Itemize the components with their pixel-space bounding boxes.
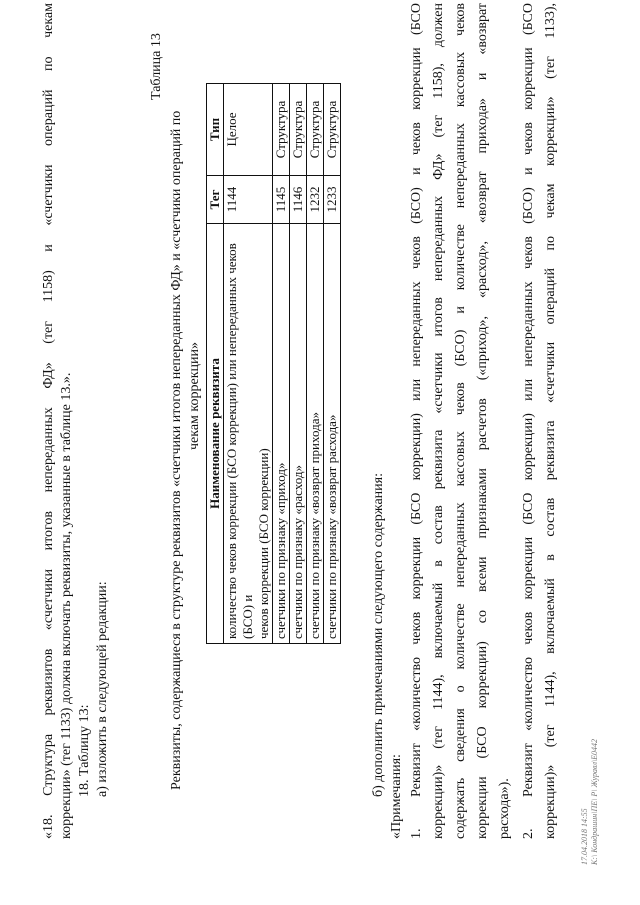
header-tag: Тег (207, 176, 224, 224)
note-2-line-1: Реквизит «количество чеков коррекции (БСО коррекции) или непереданных чеков (БСО) и чеков коррекции (БСО (521, 3, 536, 797)
file-stamp-line-1: 17.04.2018 14:55 (580, 808, 589, 865)
note-1-line-1: Реквизит «количество чеков коррекции (БСО коррекции) или непереданных чеков (БСО) и чеков коррекции (БСО (409, 3, 424, 797)
row-name: счетчики по признаку «расход» (290, 224, 307, 644)
row-name: счетчики по признаку «приход» (273, 224, 290, 644)
row-tag: 1233 (324, 176, 341, 224)
paragraph-18-line-2: коррекции» (тег 1133) должна включать реквизиты, указанные в таблице 13.». (59, 372, 74, 839)
note-1-line-4: коррекции (БСО коррекции) со всеми признаками расчетов («приход», «расход», «возврат прихода» и «возврат (475, 3, 490, 839)
row-name-line: чеков коррекции (БСО коррекции) (256, 448, 271, 639)
row-name: счетчики по признаку «возврат прихода» (307, 224, 324, 644)
notes-heading: «Примечания: (389, 754, 404, 839)
table-caption-label: Таблица 13 (149, 33, 164, 100)
row-type: Структура (324, 84, 341, 176)
row-name-line: количество чеков коррекции (БСО коррекции) или непереданных чеков (БСО) и (224, 243, 255, 639)
header-name: Наименование реквизита (207, 224, 224, 644)
requisites-table (206, 83, 341, 644)
note-1-line-3: содержать сведения о количестве непереданных кассовых чеков (БСО) и количестве непереданных кассовых чеков (453, 3, 468, 839)
item-18-a: а) изложить в следующей редакции: (95, 581, 110, 797)
row-type: Структура (290, 84, 307, 176)
note-2-line-2: коррекции)» (тег 1144), включаемый в состав реквизита «счетчики операций по чекам коррекции» (тег 1133), (543, 3, 558, 839)
item-18-b: б) дополнить примечаниями следующего содержания: (371, 473, 386, 797)
row-tag: 1145 (273, 176, 290, 224)
row-tag: 1232 (307, 176, 324, 224)
row-type: Структура (307, 84, 324, 176)
note-1-line-2: коррекции)» (тег 1144), включаемый в состав реквизита «счетчики итогов непереданных ФД» (тег 1158), должен (431, 3, 446, 839)
row-name: счетчики по признаку «возврат расхода» (324, 224, 341, 644)
header-type: Тип (207, 84, 224, 176)
row-tag: 1146 (290, 176, 307, 224)
paragraph-18-line-1: «18. Структура реквизитов «счетчики итогов непереданных ФД» (тег 1158) и «счетчики операций по чекам (41, 3, 56, 839)
table-row (290, 84, 307, 644)
table-row (324, 84, 341, 644)
table-row (307, 84, 324, 644)
row-type: Структура (273, 84, 290, 176)
table-title-line-1: Реквизиты, содержащиеся в структуре реквизитов «счетчики итогов непереданных ФД» и «счетчики операций по (169, 110, 184, 790)
row-type: Целое (224, 84, 273, 176)
row-tag: 1144 (224, 176, 273, 224)
note-1-last-line: расхода»). (497, 778, 512, 839)
file-stamp-line-2: К:\ Кондрашин\ПЕ\ Р\ Журавл\Е0442 (590, 738, 599, 865)
note-2-number: 2. (521, 828, 536, 839)
table-title-line-2: чекам коррекции» (187, 341, 202, 450)
table-row (224, 84, 273, 644)
item-18-title: 18. Таблицу 13: (77, 704, 92, 797)
row-name (224, 224, 273, 644)
table-row (273, 84, 290, 644)
note-1-number: 1. (409, 828, 424, 839)
table-header-row (207, 84, 224, 644)
